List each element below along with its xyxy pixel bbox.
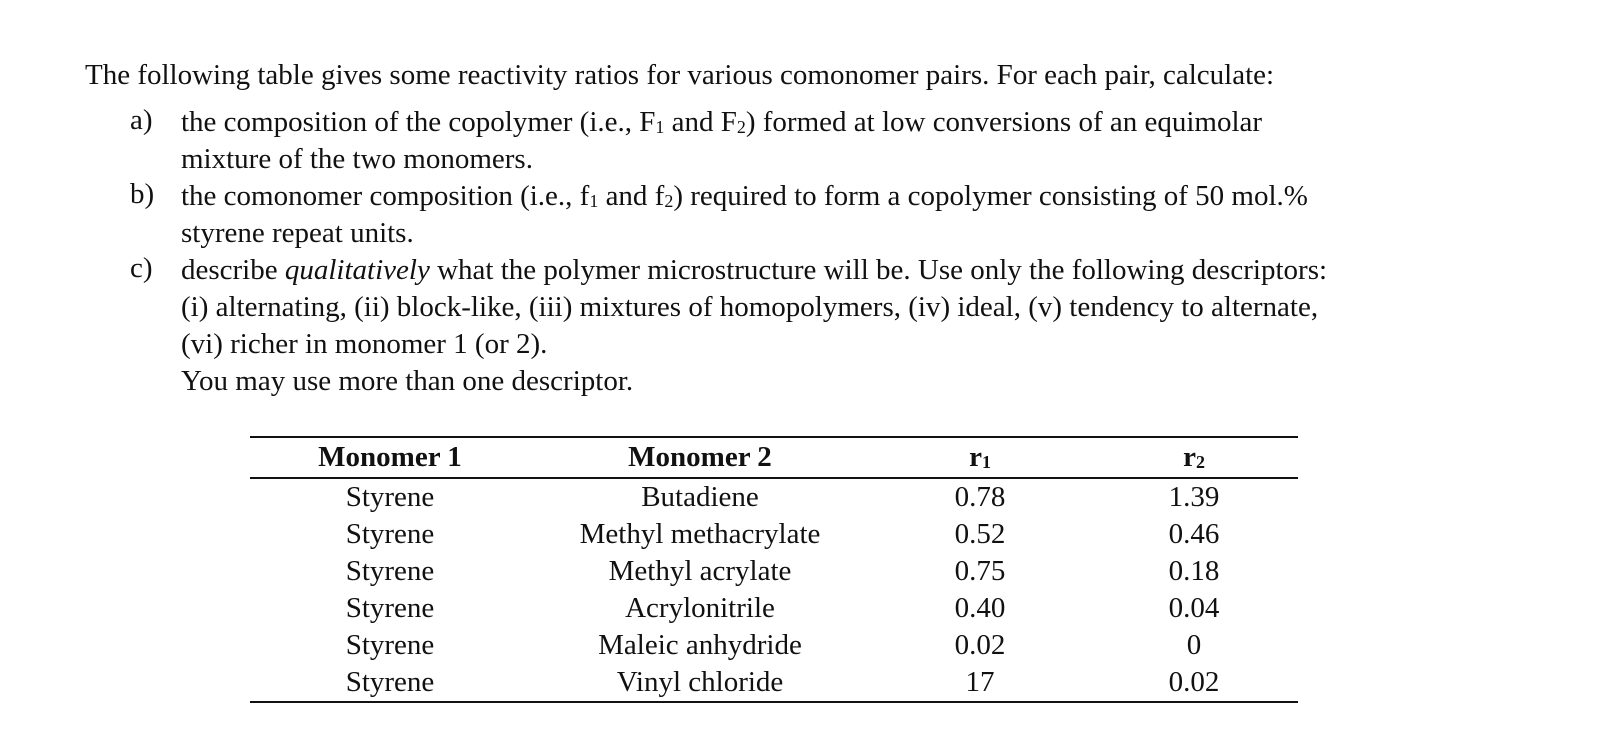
cell-r1: 0.78 [954, 481, 1006, 513]
question-marker: a) [130, 104, 153, 136]
header-r2: $r_2$ [1090, 437, 1298, 478]
header-monomer-1: Monomer 1 [250, 437, 530, 478]
table-row [250, 590, 1298, 627]
question-marker: c) [130, 252, 153, 284]
cell-monomer-1: Styrene [345, 666, 435, 698]
cell-monomer-1: Styrene [345, 592, 435, 624]
question-line: (vi) richer in monomer 1 (or 2). [181, 328, 548, 360]
question-line: the composition of the copolymer (i.e., $F_1$ and $F_2$) formed at low conversions of an equimolar [181, 106, 1263, 138]
table-row [250, 664, 1298, 702]
question-a [130, 104, 1530, 178]
cell-monomer-2: Methyl methacrylate [579, 518, 821, 550]
cell-monomer-1: Styrene [345, 629, 435, 661]
cell-r2: 0 [1186, 629, 1202, 661]
cell-r2: 0.18 [1168, 555, 1220, 587]
table-row [250, 553, 1298, 590]
emphasis-text: qualitatively [284, 254, 430, 286]
cell-monomer-1: Styrene [345, 518, 435, 550]
cell-r2: 0.02 [1168, 666, 1220, 698]
reactivity-ratio-table [250, 436, 1298, 703]
table-header-row [250, 437, 1298, 478]
question-line: (i) alternating, (ii) block-like, (iii) mixtures of homopolymers, (iv) ideal, (v) tendency to alternate, [181, 291, 1319, 323]
cell-r1: 0.75 [954, 555, 1006, 587]
question-line: You may use more than one descriptor. [181, 365, 634, 397]
table-row [250, 478, 1298, 516]
table-row [250, 516, 1298, 553]
question-line: mixture of the two monomers. [181, 143, 533, 175]
cell-r1: 0.52 [954, 518, 1006, 550]
cell-monomer-2: Vinyl chloride [616, 666, 784, 698]
table-row [250, 627, 1298, 664]
reactivity-table-container [250, 436, 1298, 703]
cell-monomer-1: Styrene [345, 555, 435, 587]
cell-r1: 0.40 [954, 592, 1006, 624]
cell-r2: 0.04 [1168, 592, 1220, 624]
question-c [130, 252, 1530, 400]
question-line: describe qualitatively what the polymer microstructure will be. Use only the following descriptors: [181, 254, 1328, 286]
question-b [130, 178, 1530, 252]
question-line: styrene repeat units. [181, 217, 414, 249]
header-monomer-2: Monomer 2 [530, 437, 870, 478]
cell-monomer-2: Maleic anhydride [598, 629, 802, 661]
question-line: the comonomer composition (i.e., $f_1$ and $f_2$) required to form a copolymer consisting of 50 mol.% [181, 180, 1308, 212]
cell-r1: 17 [965, 666, 995, 698]
cell-monomer-2: Butadiene [641, 481, 759, 513]
cell-monomer-2: Methyl acrylate [608, 555, 792, 587]
question-list [130, 104, 1530, 400]
cell-monomer-2: Acrylonitrile [625, 592, 775, 624]
cell-r1: 0.02 [954, 629, 1006, 661]
cell-r2: 1.39 [1168, 481, 1220, 513]
question-marker: b) [130, 178, 155, 210]
intro-text: The following table gives some reactivity ratios for various comonomer pairs. For each pair, calculate: [85, 59, 1275, 91]
header-r1: $r_1$ [870, 437, 1090, 478]
cell-monomer-1: Styrene [345, 481, 435, 513]
cell-r2: 0.46 [1168, 518, 1220, 550]
